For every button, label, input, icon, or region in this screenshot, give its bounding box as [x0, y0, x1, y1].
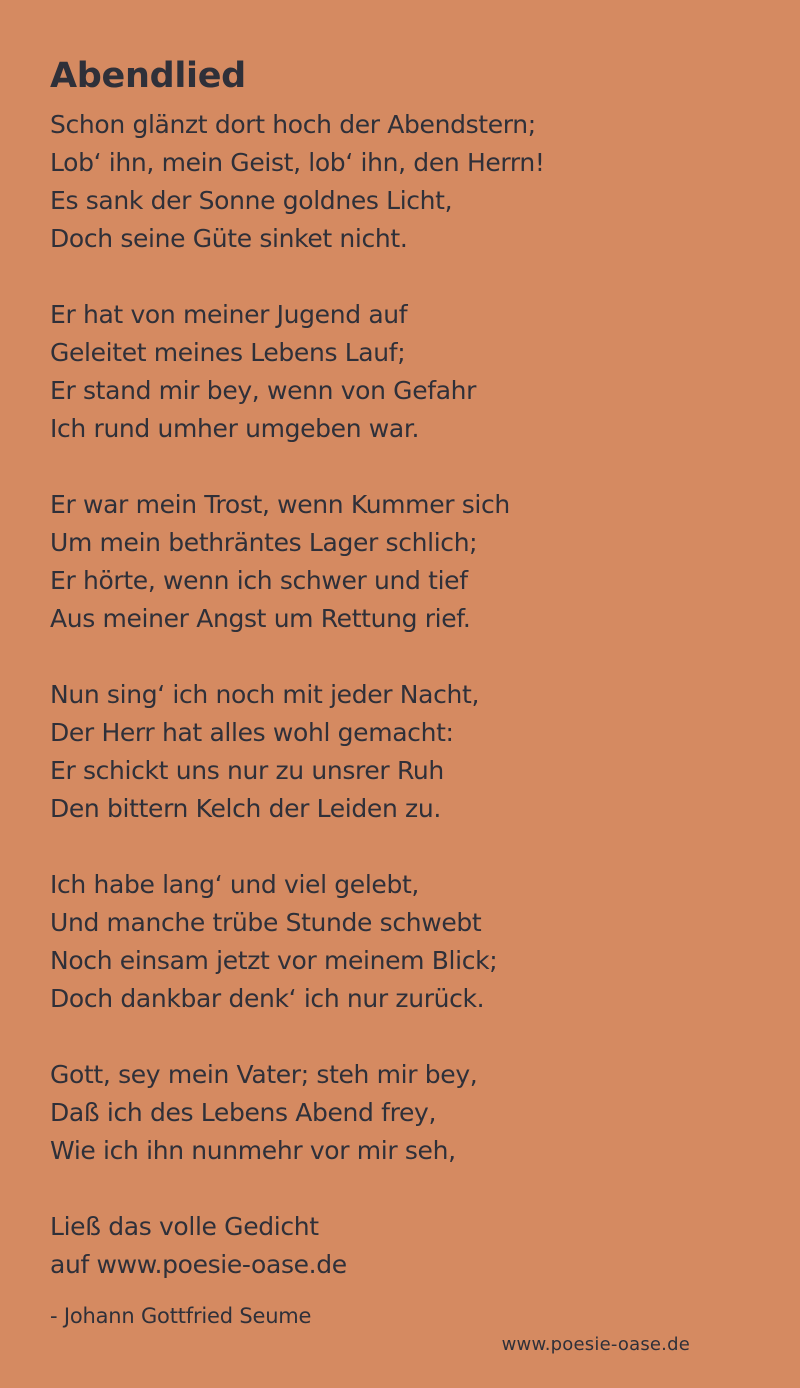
verse-line: Er war mein Trost, wenn Kummer sich: [50, 490, 510, 519]
verse-line: Nun sing‘ ich noch mit jeder Nacht,: [50, 680, 480, 709]
verse-line: Ich rund umher umgeben war.: [50, 414, 420, 443]
verse-line: Doch dankbar denk‘ ich nur zurück.: [50, 984, 485, 1013]
verse-line: Geleitet meines Lebens Lauf;: [50, 338, 406, 367]
verse-line: Er stand mir bey, wenn von Gefahr: [50, 376, 477, 405]
site-watermark: www.poesie-oase.de: [501, 1334, 690, 1355]
verse-line: Er schickt uns nur zu unsrer Ruh: [50, 756, 444, 785]
verse-line: Den bittern Kelch der Leiden zu.: [50, 794, 441, 823]
verse-line: Lob‘ ihn, mein Geist, lob‘ ihn, den Herrn!: [50, 148, 545, 177]
full-poem-note: [50, 1208, 750, 1284]
stanza-4: [50, 676, 750, 828]
stanza-2: [50, 296, 750, 448]
stanza-5: [50, 866, 750, 1018]
verse-line: Es sank der Sonne goldnes Licht,: [50, 186, 453, 215]
verse-line: Schon glänzt dort hoch der Abendstern;: [50, 110, 536, 139]
poem-author: - Johann Gottfried Seume: [50, 1304, 312, 1328]
poem-card: [50, 52, 750, 1330]
note-line: Ließ das volle Gedicht: [50, 1212, 319, 1241]
verse-line: Der Herr hat alles wohl gemacht:: [50, 718, 454, 747]
verse-line: Aus meiner Angst um Rettung rief.: [50, 604, 471, 633]
verse-line: Und manche trübe Stunde schwebt: [50, 908, 482, 937]
note-line: auf www.poesie-oase.de: [50, 1250, 347, 1279]
stanza-3: [50, 486, 750, 638]
verse-line: Ich habe lang‘ und viel gelebt,: [50, 870, 420, 899]
verse-line: Doch seine Güte sinket nicht.: [50, 224, 408, 253]
verse-line: Wie ich ihn nunmehr vor mir seh,: [50, 1136, 456, 1165]
verse-line: Noch einsam jetzt vor meinem Blick;: [50, 946, 498, 975]
verse-line: Um mein bethräntes Lager schlich;: [50, 528, 478, 557]
verse-line: Daß ich des Lebens Abend frey,: [50, 1098, 437, 1127]
stanza-6: [50, 1056, 750, 1170]
verse-line: Er hat von meiner Jugend auf: [50, 300, 408, 329]
stanza-1: [50, 106, 750, 258]
poem-title: Abendlied: [50, 56, 246, 96]
verse-line: Gott, sey mein Vater; steh mir bey,: [50, 1060, 478, 1089]
verse-line: Er hörte, wenn ich schwer und tief: [50, 566, 468, 595]
